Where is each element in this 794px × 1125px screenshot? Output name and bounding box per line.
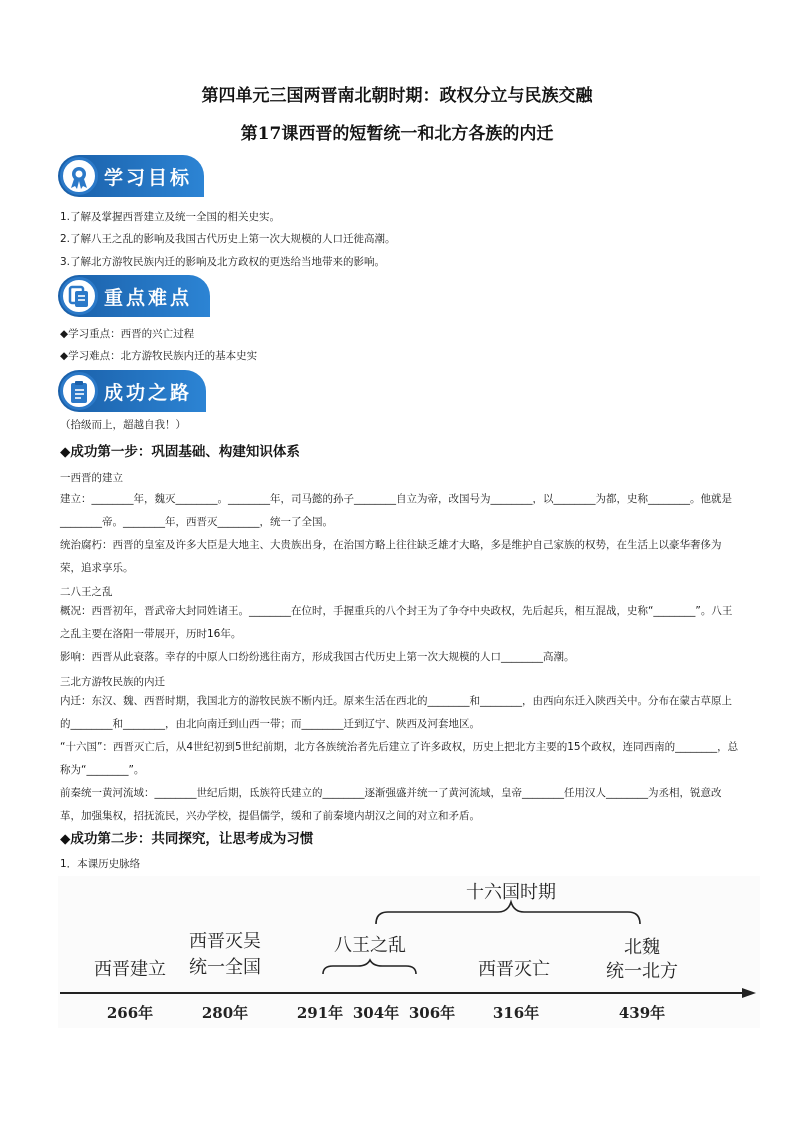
year-label: 304年: [352, 1004, 400, 1022]
keypoint-item: ◆学习难点：北方游牧民族内迁的基本史实: [60, 350, 258, 362]
event-wu-line1: 西晋灭吴: [189, 931, 261, 952]
keypoints-badge: [58, 275, 210, 317]
year-label: 439年: [618, 1004, 666, 1022]
period-label: 十六国时期: [466, 882, 556, 903]
part3-text2: “十六国”：西晋灭亡后，从4世纪初到5世纪前期，北方各族统治者先后建立了许多政权，历史上把北方主要的15个政权，连同西南的________，总称为“________”。: [60, 741, 739, 776]
success-badge-label: 成功之路: [104, 382, 193, 404]
event-jin-fall: 西晋灭亡: [478, 959, 550, 980]
goal-item: 2.了解八王之乱的影响及我国古代历史上第一次大规模的人口迁徙高潮。: [60, 233, 396, 245]
award-ribbon-icon: [60, 157, 98, 195]
clipboard-icon: [60, 372, 98, 410]
part3-text1: 内迁：东汉、魏、西晋时期，我国北方的游牧民族不断内迁。原来生活在西北的________和________，由西向东迁入陕西关中。分布在蒙古草原上的________和________，由北向南迁到山西一带；而________迁到辽宁、陕西及河套地区。: [60, 695, 732, 730]
goals-badge-label: 学习目标: [104, 167, 193, 189]
part2-title: 二八王之乱: [60, 586, 113, 598]
history-timeline: [58, 876, 760, 1028]
documents-icon: [60, 277, 98, 315]
part1-text2: 统治腐朽：西晋的皇室及许多大臣是大地主、大贵族出身，在治国方略上往往缺乏雄才大略，多是维护自己家族的权势，在生活上以豪华奢侈为荣，追求享乐。: [60, 539, 722, 574]
event-jin-founded: 西晋建立: [94, 959, 166, 980]
year-label: 280年: [201, 1004, 249, 1022]
part2-text1: 概况：西晋初年，晋武帝大封同姓诸王。________在位时，手握重兵的八个封王为了争夺中央政权，先后起兵，相互混战，史称“________”。八王之乱主要在洛阳一带展开，历时16年。: [60, 605, 733, 640]
step1-title: ◆成功第一步：巩固基础、构建知识体系: [60, 444, 300, 460]
part1-text1: 建立：________年，魏灭________。________年，司马懿的孙子________自立为帝，改国号为________，以________为都，史称________。他就是________帝。________年，西晋灭________，统一了全国。: [60, 493, 732, 528]
year-label: 266年: [106, 1004, 154, 1022]
year-label: 306年: [408, 1004, 456, 1022]
goal-item: 1.了解及掌握西晋建立及统一全国的相关史实。: [60, 211, 281, 223]
keypoint-item: ◆学习重点：西晋的兴亡过程: [60, 328, 195, 340]
event-wei-line1: 北魏: [624, 937, 660, 958]
step2-title: ◆成功第二步：共同探究，让思考成为习惯: [60, 831, 314, 847]
goals-badge: [58, 155, 204, 197]
lesson-title: 第17课西晋的短暂统一和北方各族的内迁: [240, 124, 554, 144]
part3-title: 三北方游牧民族的内迁: [60, 676, 165, 688]
part3-text3: 前秦统一黄河流域：________世纪后期，氐族符氏建立的________逐渐强盛并统一了黄河流域，皇帝________任用汉人________为丞相，锐意改革，加强集权，招抚流民，兴办学校，提倡儒学，缓和了前秦境内胡汉之间的对立和矛盾。: [60, 787, 722, 822]
event-wu-line2: 统一全国: [189, 957, 261, 978]
keypoints-badge-label: 重点难点: [104, 287, 193, 309]
part1-title: 一西晋的建立: [60, 472, 123, 484]
motto: （拾级而上，超越自我！）: [60, 419, 186, 431]
event-wei-line2: 统一北方: [606, 961, 678, 982]
year-label: 291年: [296, 1004, 344, 1022]
part2-text2: 影响：西晋从此衰落。幸存的中原人口纷纷逃往南方，形成我国古代历史上第一次大规模的人口________高潮。: [60, 651, 575, 663]
unit-title: 第四单元三国两晋南北朝时期：政权分立与民族交融: [201, 86, 593, 106]
year-label: 316年: [492, 1004, 540, 1022]
question-1: 1．本课历史脉络: [60, 858, 141, 870]
event-eight-princes: 八王之乱: [334, 935, 406, 956]
goal-item: 3.了解北方游牧民族内迁的影响及北方政权的更迭给当地带来的影响。: [60, 256, 386, 268]
success-badge: [58, 370, 206, 412]
